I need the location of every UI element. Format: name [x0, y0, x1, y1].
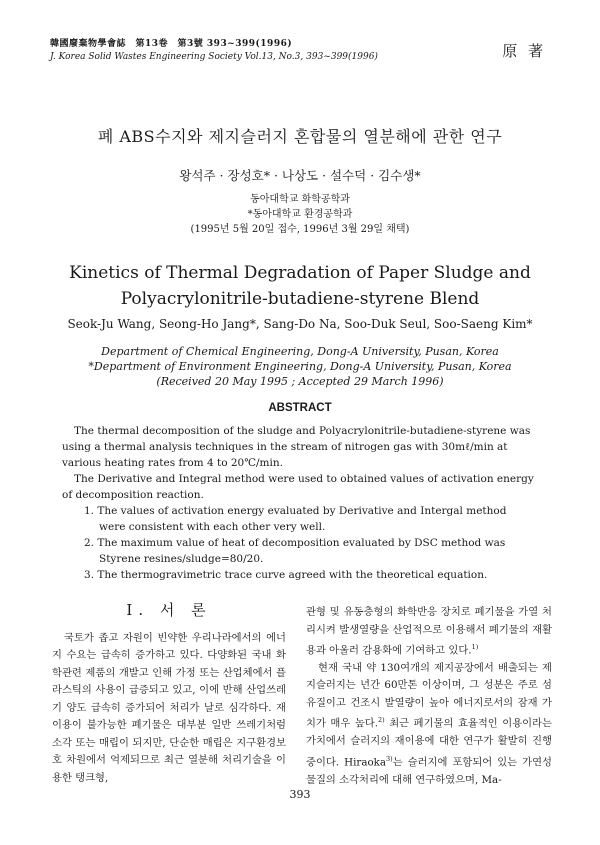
english-title-line-2: Polyacrylonitrile-butadiene-styrene Blend — [120, 289, 480, 309]
intro-text-right-2c: 는 슬러지에 포함되어 있는 가연성 물질의 소각처리에 대해 연구하였으며, Ma- — [306, 756, 552, 786]
intro-text-right-2b: 최근 폐기물의 효율적인 이용이라는 가치에서 슬러지의 재이용에 대한 연구가 활발히 진행중이다. Hiraoka — [306, 717, 553, 769]
journal-header — [50, 38, 378, 64]
abstract-item-3 — [84, 567, 540, 583]
abstract-body — [62, 423, 540, 583]
intro-paragraph-left: 국토가 좁고 자원이 빈약한 우리나라에서의 에너지 수요는 급속히 증가하고 있다. 다양화된 국내 화학관련 제품의 개발고 인해 가정 또는 산업체에서 플라스틱의 사용이 급증되고 있고, 이에 반해 산업쓰레기 양도 급속히 증가되어 처리가 날로 심각하다. 재이용이 불가능한 폐기물은 대부분 일반 쓰레기처럼 소각 또는 매립이 되지만, 단순한 매립은 지구환경보호 차원에서 억제되므로 최근 열분해 처리기술을 이용한 탱크형, — [52, 631, 286, 784]
reference-1: 1) — [471, 643, 479, 651]
english-affiliations — [0, 344, 600, 389]
journal-korean-citation: 韓國廢棄物學會誌 第13卷 第3號 393~399(1996) — [50, 39, 293, 49]
section-title: I. 서 론 — [126, 601, 212, 619]
abstract-item-1-line-2: were consistent with each other very well. — [99, 521, 326, 533]
abstract-item-2-line-1: 2. The maximum value of heat of decomposition evaluated by DSC method was — [84, 537, 506, 549]
korean-authors: 왕석주 · 장성호* · 나상도 · 설수덕 · 김수생* — [179, 168, 421, 183]
left-column — [52, 602, 286, 787]
reference-2: 2) — [378, 716, 385, 725]
english-dates: (Received 20 May 1995 ; Accepted 29 March 1996) — [156, 375, 444, 388]
intro-text-right-2a: 현재 국내 약 130여개의 제지공장에서 배출되는 제지슬러지는 년간 60만톤 이상이며, 그 성분은 주로 섬유질이고 건조시 발열량이 높아 에너지로서의 잠재 가치가 매우 높다. — [306, 661, 552, 730]
article-category: 原 著 — [502, 42, 546, 60]
intro-paragraph-right-1 — [306, 604, 552, 660]
english-affiliation-1: Department of Chemical Engineering, Dong-A University, Pusan, Korea — [101, 345, 499, 358]
english-title-line-1: Kinetics of Thermal Degradation of Paper Sludge and — [69, 263, 531, 283]
korean-affiliations — [0, 192, 600, 237]
journal-english-citation: J. Korea Solid Wastes Engineering Society Vol.13, No.3, 393~399(1996) — [50, 52, 378, 62]
korean-affiliation-2: *동아대학교 환경공학과 — [247, 209, 353, 220]
abstract-list — [62, 503, 540, 583]
korean-title: 폐 ABS수지와 제지슬러지 혼합물의 열분해에 관한 연구 — [97, 127, 503, 146]
abstract-item-2 — [84, 535, 540, 567]
abstract-item-2-line-2: Styrene resines/sludge=80/20. — [99, 553, 264, 565]
right-column — [306, 604, 552, 789]
reference-3: 3) — [386, 754, 393, 763]
english-authors: Seok-Ju Wang, Seong-Ho Jang*, Sang-Do Na, Soo-Duk Seul, Soo-Saeng Kim* — [67, 317, 533, 331]
intro-paragraph-right-2 — [306, 660, 552, 789]
abstract-paragraph-1: The thermal decomposition of the sludge and Polyacrylonitrile-butadiene-styrene was using a thermal analysis techniques in the stream of nitrogen gas with 30mℓ/min at various heating rates from 4 to 20℃/min. — [62, 425, 531, 469]
abstract-item-1 — [84, 503, 540, 535]
korean-affiliation-1: 동아대학교 화학공학과 — [250, 194, 350, 205]
intro-text-right-1: 관형 및 유동층형의 화학반응 장치로 폐기물을 가열 처리시켜 발생열량을 산업적으로 이용해서 폐기물의 재활용과 아울러 감용화에 기여하고 있다. — [306, 606, 552, 657]
abstract-paragraph-2: The Derivative and Integral method were used to obtained values of activation energy of decomposition reaction. — [62, 473, 534, 501]
page-number: 393 — [289, 788, 311, 801]
english-title — [0, 260, 600, 312]
korean-dates: (1995년 5월 20일 접수, 1996년 3월 29일 채택) — [190, 224, 410, 235]
abstract-heading: ABSTRACT — [268, 402, 332, 414]
abstract-item-1-line-1: 1. The values of activation energy evaluated by Derivative and Intergal method — [84, 505, 507, 517]
abstract-item-3-line-1: 3. The thermogravimetric trace curve agreed with the theoretical equation. — [84, 569, 488, 581]
english-affiliation-2: *Department of Environment Engineering, Dong-A University, Pusan, Korea — [88, 360, 512, 373]
